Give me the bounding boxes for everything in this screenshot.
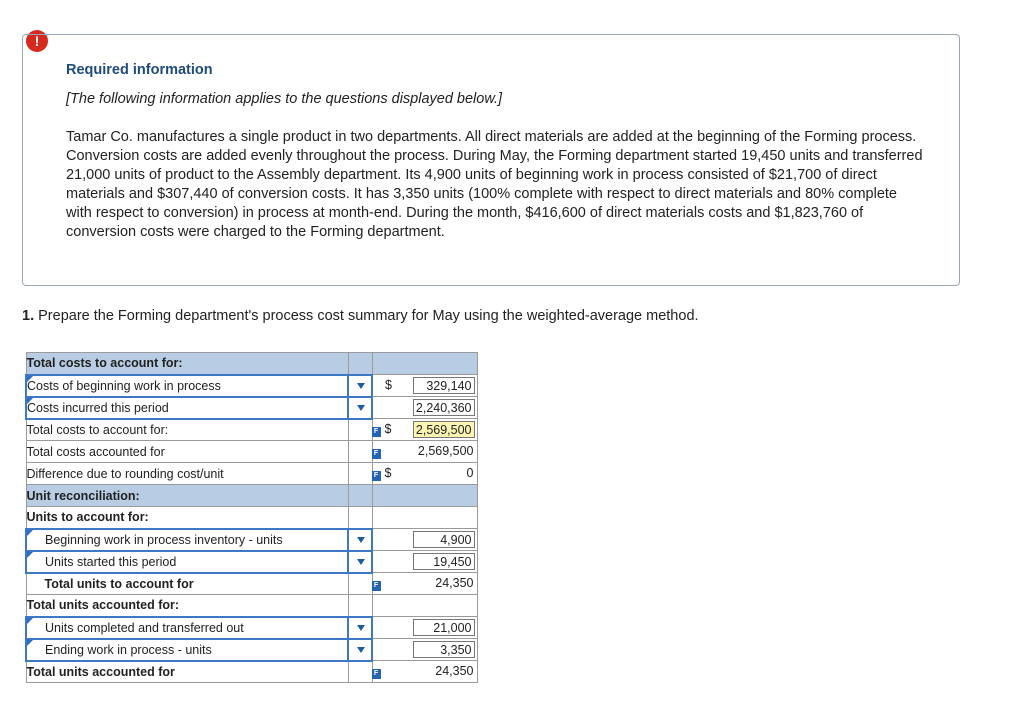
costs-incurred-select[interactable]: Costs incurred this period: [26, 397, 348, 419]
table-row: [26, 639, 477, 661]
row-label: Difference due to rounding cost/unit: [26, 463, 348, 485]
row-label: Total units to account for: [26, 573, 348, 595]
total-units-to-account-value: 24,350: [435, 576, 474, 590]
row-label: Total units accounted for: [26, 661, 348, 683]
section-header: Total costs to account for:: [26, 353, 348, 375]
row-label: Total costs to account for:: [26, 419, 348, 441]
table-row: [26, 375, 477, 397]
currency-symbol: $: [385, 378, 392, 392]
formula-icon: F: [372, 669, 381, 679]
total-costs-value: 2,569,500: [413, 421, 475, 438]
chevron-down-icon[interactable]: [348, 375, 372, 397]
units-started-select[interactable]: Units started this period: [26, 551, 348, 573]
table-row: [26, 397, 477, 419]
total-units-accounted-value: 24,350: [435, 664, 474, 678]
table-row: [26, 595, 477, 617]
info-subtitle: [The following information applies to the questions displayed below.]: [66, 91, 503, 107]
chevron-down-icon[interactable]: [348, 617, 372, 639]
table-row: [26, 507, 477, 529]
beginning-wip-cost-input[interactable]: 329,140: [413, 377, 475, 394]
units-completed-input[interactable]: 21,000: [413, 619, 475, 636]
subsection-header: Units to account for:: [26, 507, 348, 529]
required-information-panel: [22, 34, 960, 286]
ending-wip-units-select[interactable]: Ending work in process - units: [26, 639, 348, 661]
formula-icon: F: [372, 427, 381, 437]
costs-incurred-input[interactable]: 2,240,360: [413, 399, 475, 416]
table-row: [26, 573, 477, 595]
currency-symbol: $: [384, 466, 392, 480]
beginning-wip-cost-select[interactable]: Costs of beginning work in process: [26, 375, 348, 397]
currency-symbol: $: [384, 422, 392, 436]
table-row: [26, 529, 477, 551]
table-row: [26, 353, 477, 375]
question-prompt: [22, 308, 699, 324]
formula-icon: F: [372, 581, 381, 591]
table-row: [26, 463, 477, 485]
chevron-down-icon[interactable]: [348, 397, 372, 419]
units-started-input[interactable]: 19,450: [413, 553, 475, 570]
formula-icon: F: [372, 471, 381, 481]
beginning-wip-units-input[interactable]: 4,900: [413, 531, 475, 548]
subsection-header: Total units accounted for:: [26, 595, 348, 617]
units-completed-select[interactable]: Units completed and transferred out: [26, 617, 348, 639]
chevron-down-icon[interactable]: [348, 639, 372, 661]
section-header: Unit reconciliation:: [26, 485, 348, 507]
chevron-down-icon[interactable]: [348, 529, 372, 551]
formula-icon: F: [372, 449, 381, 459]
table-row: [26, 617, 477, 639]
alert-icon: !: [26, 30, 48, 52]
chevron-down-icon[interactable]: [348, 551, 372, 573]
info-title: Required information: [66, 62, 213, 78]
beginning-wip-units-select[interactable]: Beginning work in process inventory - units: [26, 529, 348, 551]
ending-wip-units-input[interactable]: 3,350: [413, 641, 475, 658]
table-row: [26, 485, 477, 507]
row-label: Total costs accounted for: [26, 441, 348, 463]
rounding-difference-value: 0: [466, 466, 474, 480]
question-number: 1.: [22, 308, 35, 324]
table-row: [26, 661, 477, 683]
table-row: [26, 419, 477, 441]
table-row: [26, 441, 477, 463]
table-row: [26, 551, 477, 573]
info-body: Tamar Co. manufactures a single product in two departments. All direct materials are added at the beginning of the Forming process. Conversion costs are added evenly throughout the process. During May, the Forming department started 19,450 units and transferred 21,000 units of product to the Assembly department. Its 4,900 units of beginning work in process consisted of $21,700 of direct materials and $307,440 of conversion costs. It has 3,350 units (100% complete with respect to direct materials and 80% complete with respect to conversion) in process at month-end. During the month, $416,600 of direct materials costs and $1,823,760 of conversion costs were charged to the Forming department.: [66, 129, 923, 240]
total-costs-accounted-value: 2,569,500: [417, 444, 474, 458]
question-text: Prepare the Forming department's process cost summary for May using the weighted-average method.: [38, 308, 699, 324]
process-cost-summary-table: [25, 352, 478, 683]
